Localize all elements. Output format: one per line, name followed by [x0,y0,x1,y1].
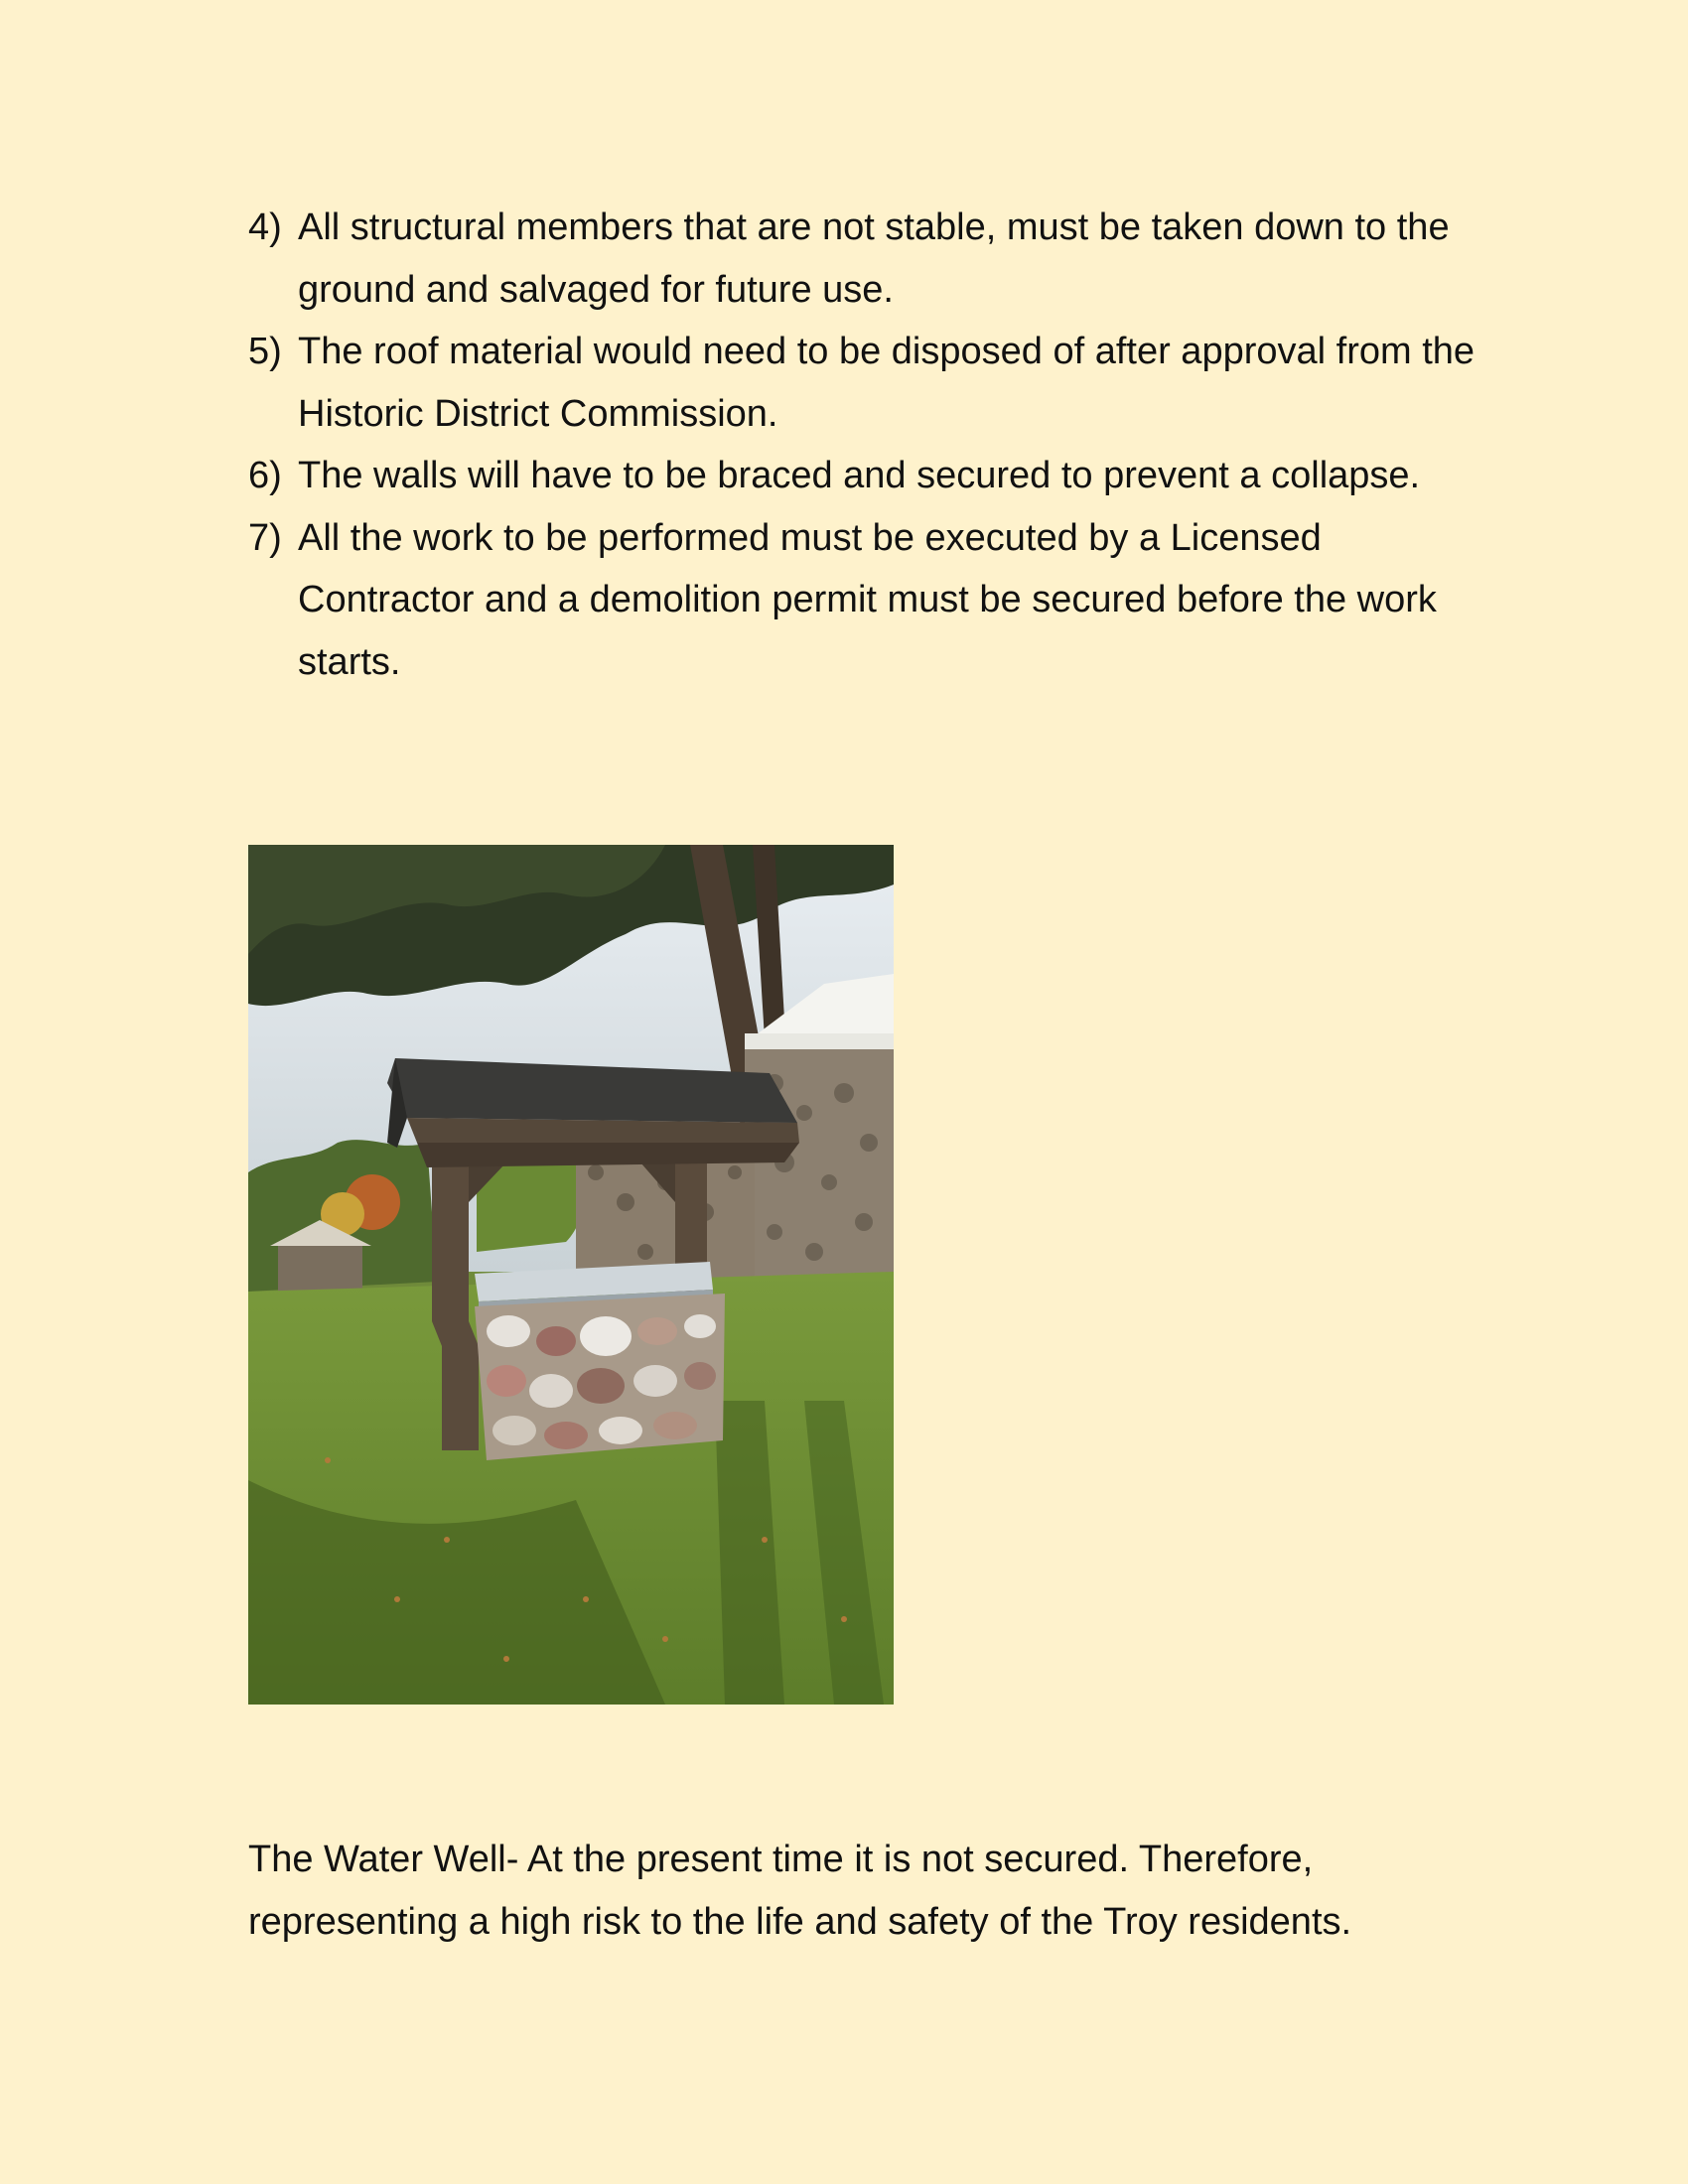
list-item-text: The roof material would need to be disposed of after approval from the Historic District Commission. [298,331,1476,435]
list-item [248,321,1499,445]
water-well-illustration [248,845,894,1705]
list-item-text: All the work to be performed must be executed by a Licensed Contractor and a demolition permit must be secured before the work starts. [298,516,1437,683]
list-item [248,197,1499,321]
numbered-list [248,197,1499,693]
list-item-number: 6) [248,455,282,496]
list-item [248,507,1499,694]
water-well-photo [248,845,894,1705]
list-item [248,445,1499,507]
list-item-text: All structural members that are not stable, must be taken down to the ground and salvaged for future use. [298,206,1450,311]
caption-text: The Water Well- At the present time it is not secured. Therefore, representing a high risk to the life and safety of the Troy residents. [248,1839,1352,1943]
list-item-text: The walls will have to be braced and secured to prevent a collapse. [298,455,1421,496]
list-item-number: 7) [248,516,282,559]
list-item-number: 4) [248,206,282,248]
list-item-number: 5) [248,331,282,372]
